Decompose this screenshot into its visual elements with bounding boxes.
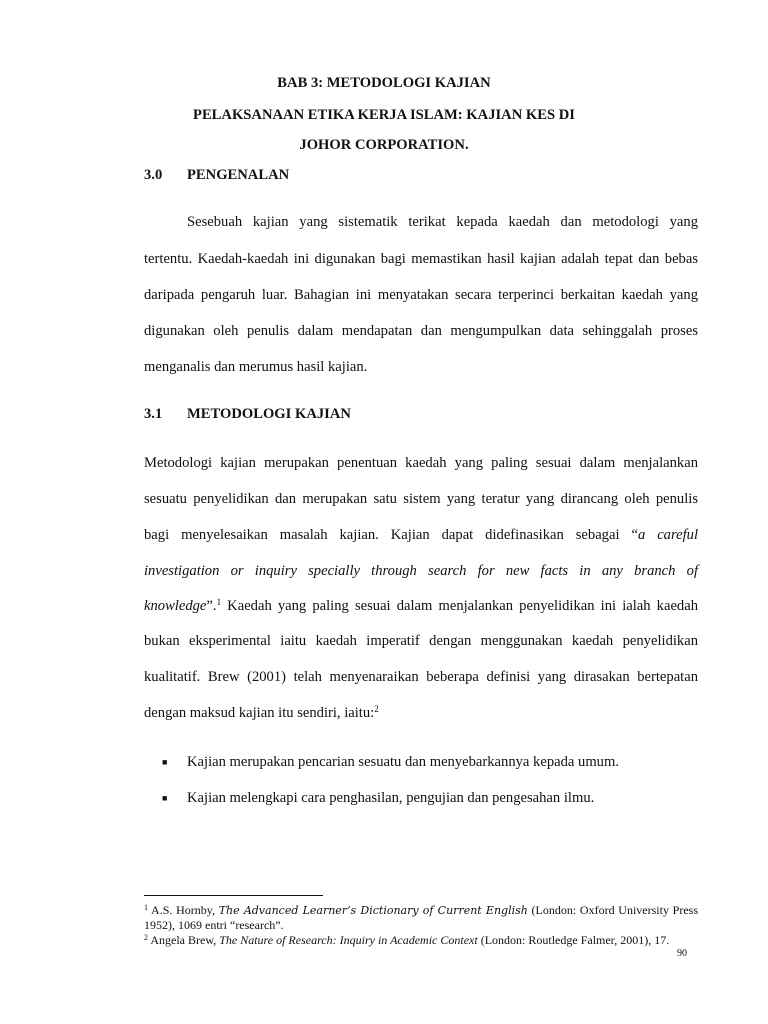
footnote-2 — [144, 933, 698, 948]
method-line-2: sesuatu penyelidikan dan merupakan satu sistem yang teratur yang dirancang oleh penulis — [144, 491, 698, 507]
section-number-3-0: 3.0 — [144, 167, 163, 183]
method-line-1: Metodologi kajian merupakan penentuan kaedah yang paling sesuai dalam menjalankan — [144, 455, 698, 471]
quote-close: ”. — [206, 598, 217, 614]
intro-line-4: digunakan oleh penulis dalam mendapatan dan mengumpulkan data sehinggalah proses — [144, 323, 698, 339]
footnote-1-line-1 — [144, 903, 698, 918]
intro-line-5: menganalis dan merumus hasil kajian. — [144, 359, 368, 375]
method-line-8 — [144, 705, 698, 722]
footnote-1-publisher: (London: Oxford University Press — [527, 903, 698, 917]
method-line-3 — [144, 527, 698, 544]
footnote-1-line-2: 1952), 1069 entri “research”. — [144, 918, 284, 932]
method-line-7: kualitatif. Brew (2001) telah menyenaraikan beberapa definisi yang dirasakan bertepatan — [144, 669, 698, 685]
page-number: 90 — [677, 948, 687, 959]
footnote-1-author: A.S. Hornby, — [148, 903, 219, 917]
quote-end: knowledge — [144, 598, 207, 614]
thesis-title-line-1: PELAKSANAAN ETIKA KERJA ISLAM: KAJIAN KES DI — [193, 107, 575, 123]
method-line-5 — [144, 598, 698, 615]
intro-line-3: daripada pengaruh luar. Bahagian ini menyatakan secara terperinci berkaitan kaedah yang — [144, 287, 698, 303]
method-line-3-text: bagi menyelesaikan masalah kajian. Kajian dapat didefinasikan sebagai “ — [144, 527, 638, 543]
footnote-ref-1[interactable]: 1 — [216, 597, 222, 607]
bullet-square-icon: ■ — [162, 793, 168, 803]
footnote-1-number: 1 — [144, 903, 148, 912]
method-line-8-text: dengan maksud kajian itu sendiri, iaitu: — [144, 705, 375, 721]
chapter-title: BAB 3: METODOLOGI KAJIAN — [277, 75, 491, 91]
footnote-2-number: 2 — [144, 933, 148, 942]
bullet-item-1: Kajian merupakan pencarian sesuatu dan menyebarkannya kepada umum. — [187, 754, 619, 770]
section-number-3-1: 3.1 — [144, 406, 163, 422]
bullet-item-2: Kajian melengkapi cara penghasilan, pengujian dan pengesahan ilmu. — [187, 790, 595, 806]
bullet-square-icon: ■ — [162, 757, 168, 767]
thesis-title-line-2: JOHOR CORPORATION. — [299, 137, 469, 153]
method-line-4-quote: investigation or inquiry specially through search for new facts in any branch of — [144, 563, 698, 579]
footnote-divider — [144, 895, 323, 896]
section-title-metodologi: METODOLOGI KAJIAN — [187, 406, 351, 422]
intro-line-2: tertentu. Kaedah-kaedah ini digunakan bagi memastikan hasil kajian adalah tepat dan bebas — [144, 251, 698, 267]
method-line-5-text: Kaedah yang paling sesuai dalam menjalankan penyelidikan ini ialah kaedah — [221, 598, 698, 614]
footnote-2-author: Angela Brew, — [148, 933, 220, 947]
intro-line-1: Sesebuah kajian yang sistematik terikat kepada kaedah dan metodologi yang — [187, 214, 698, 230]
footnote-2-book-title: The Nature of Research: Inquiry in Academic Context — [219, 933, 478, 947]
method-line-6: bukan eksperimental iaitu kaedah imperatif dengan menggunakan kaedah penyelidikan — [144, 633, 698, 649]
section-title-pengenalan: PENGENALAN — [187, 167, 290, 183]
quote-start: a careful — [637, 527, 698, 543]
footnote-ref-2[interactable]: 2 — [374, 704, 379, 714]
footnote-2-publisher: (London: Routledge Falmer, 2001), 17. — [477, 933, 670, 947]
footnote-1-book-title: The Advanced Learner’s Dictionary of Current English — [218, 904, 528, 917]
